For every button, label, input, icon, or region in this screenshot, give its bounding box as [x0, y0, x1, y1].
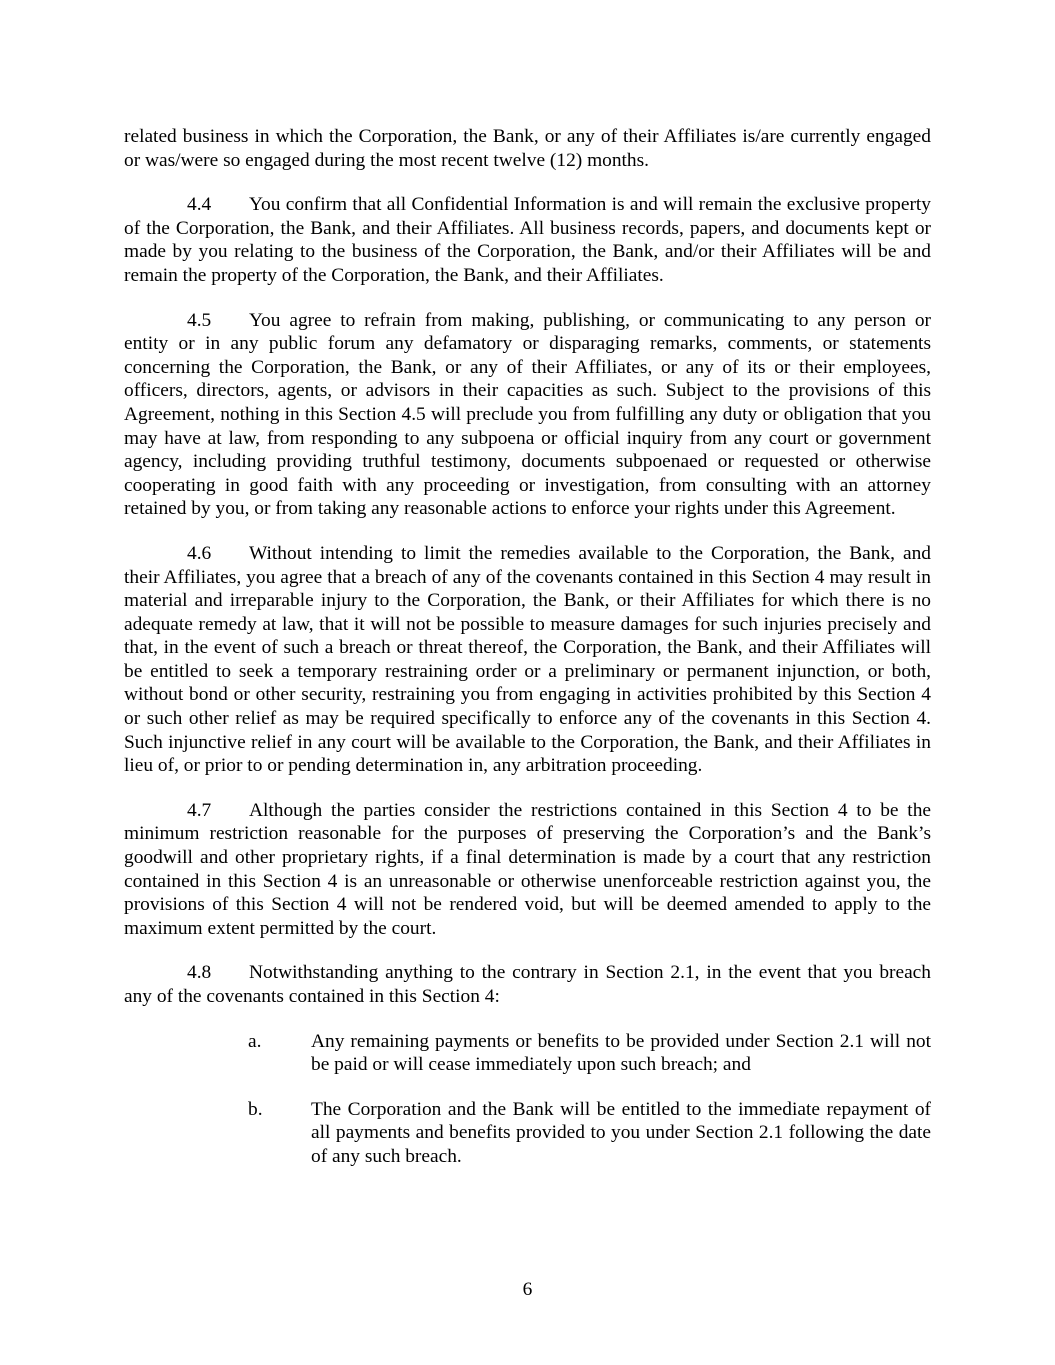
section-4-8: [124, 961, 931, 1008]
section-text: Although the parties consider the restrictions contained in this Section 4 to be the minimum restriction reasonable for the purposes of preserving the Corporation’s and the Bank’s goodwill and other proprietary rights, if a final determination is made by a court that any restriction contained in this Section 4 is an unreasonable or otherwise unenforceable restriction against you, the provisions of this Section 4 will not be rendered void, but will be deemed amended to apply to the maximum extent permitted by the court.: [124, 799, 931, 939]
section-number: 4.4: [187, 194, 212, 216]
section-text: Notwithstanding anything to the contrary in Section 2.1, in the event that you breach any of the covenants contained in this Section 4:: [124, 962, 931, 1007]
section-text: You confirm that all Confidential Information is and will remain the exclusive property of the Corporation, the Bank, and their Affiliates. All business records, papers, and documents kept or made by you relating to the business of the Corporation, the Bank, and/or their Affiliates will be and remain the property of the Corporation, the Bank, and their Affiliates.: [124, 194, 931, 286]
section-number: 4.6: [187, 542, 212, 564]
section-number: 4.8: [187, 962, 212, 984]
section-4-6: [124, 542, 931, 778]
section-4-7: [124, 799, 931, 941]
continuation-paragraph: related business in which the Corporation, the Bank, or any of their Affiliates is/are currently engaged or was/were so engaged during the most recent twelve (12) months.: [124, 126, 931, 171]
item-letter: b.: [248, 1098, 263, 1120]
section-4-4: [124, 193, 931, 287]
page-number: 6: [522, 1279, 533, 1300]
item-text: The Corporation and the Bank will be entitled to the immediate repayment of all payments and benefits provided to you under Section 2.1 following the date of any such breach.: [311, 1098, 931, 1167]
item-text: Any remaining payments or benefits to be provided under Section 2.1 will not be paid or will cease immediately upon such breach; and: [311, 1030, 931, 1076]
document-body: [124, 125, 931, 1190]
section-number: 4.5: [187, 309, 212, 331]
section-text: Without intending to limit the remedies available to the Corporation, the Bank, and their Affiliates, you agree that a breach of any of the covenants contained in this Section 4 may result in material and irreparable injury to the Corporation, the Bank, or their Affiliates for which there is no adequate remedy at law, that it will not be possible to measure damages for such injuries precisely and that, in the event of such a breach or threat thereof, the Corporation, the Bank, and their Affiliates will be entitled to seek a temporary restraining order or a preliminary or permanent injunction, or both, without bond or other security, restraining you from engaging in activities prohibited by this Section 4 or such other relief as may be required specifically to enforce any of the covenants in this Section 4. Such injunctive relief in any court will be available to the Corporation, the Bank, and their Affiliates in lieu of, or prior to or pending determination in, any arbitration proceeding.: [124, 542, 931, 777]
section-4-5: [124, 309, 931, 521]
item-letter: a.: [248, 1030, 262, 1052]
list-item-a: [124, 1030, 931, 1077]
section-number: 4.7: [187, 799, 212, 821]
list-item-b: [124, 1098, 931, 1169]
section-text: You agree to refrain from making, publishing, or communicating to any person or entity or in any public forum any defamatory or disparaging remarks, comments, or statements concerning the Corporation, the Bank, or any of their Affiliates, or any of its or their employees, officers, directors, agents, or advisors in their capacities as such. Subject to the provisions of this Agreement, nothing in this Section 4.5 will preclude you from fulfilling any duty or obligation that you may have at law, from responding to any subpoena or official inquiry from any court or government agency, including providing truthful testimony, documents subpoenaed or requested or otherwise cooperating in good faith with any proceeding or investigation, from consulting with an attorney retained by you, or from taking any reasonable actions to enforce your rights under this Agreement.: [124, 309, 931, 520]
